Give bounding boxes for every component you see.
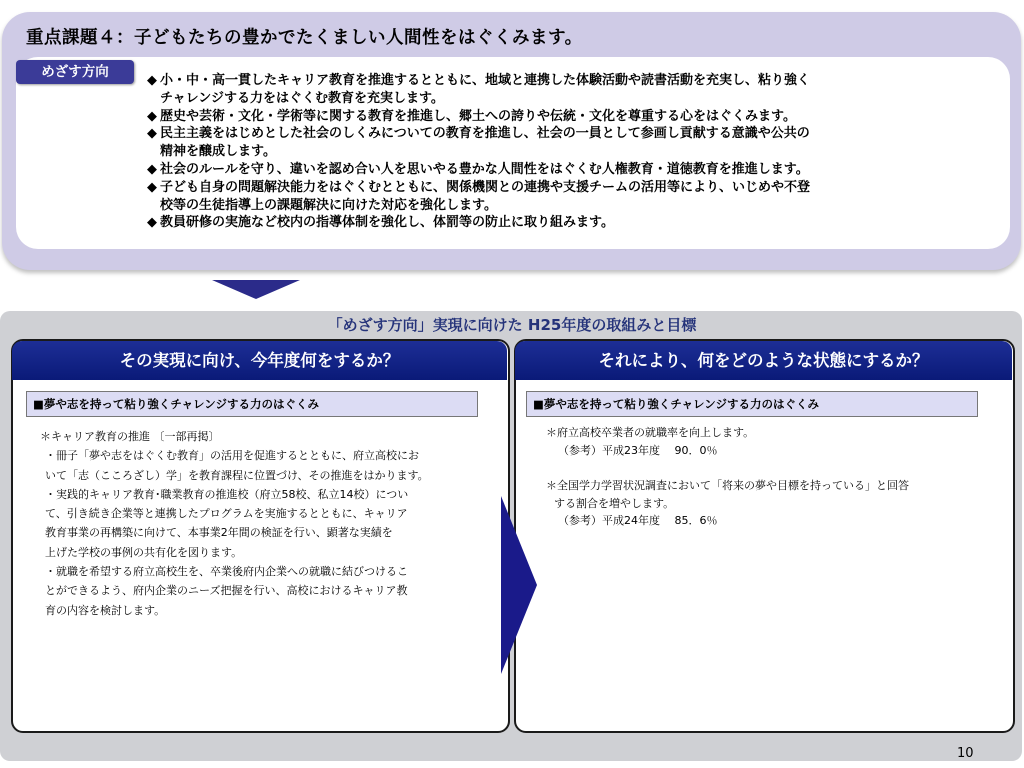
action-line: ・実践的キャリア教育･職業教育の推進校（府立58校、私立14校）につい [45,487,409,501]
action-line: ・冊子「夢や志をはぐくむ教育」の活用を促進するとともに、府立高校にお [45,449,419,463]
action-line: いて「志（こころざし）学」を教育課程に位置づけ、その推進をはかります。 [45,468,429,482]
outcomes-body [546,424,990,530]
goal-item: ◆ 小・中・高一貫したキャリア教育を推進するとともに、地域と連携した体験活動や読書活動を充実し、粘り強く [147,73,811,88]
diamond-bullet-icon: ◆ [147,126,157,142]
goal-item: ◆ 民主主義をはじめとした社会のしくみについての教育を推進し、社会の一員として参画し貢献する意識や公共の [147,126,810,142]
action-heading: ＊キャリア教育の推進 〔一部再掲〕 [40,430,220,443]
outcome-line: ＊府立高校卒業者の就職率を向上します。 [546,426,755,439]
down-arrow-icon [212,280,300,299]
page-number: 10 [957,746,974,761]
diamond-bullet-icon: ◆ [147,108,157,124]
goals-list [147,72,967,232]
page-title: 重点課題４：子どもたちの豊かでたくましい人間性をはぐくみます。 [26,28,583,48]
right-arrow-icon [501,496,537,674]
actions-body [38,427,493,620]
diamond-bullet-icon: ◆ [147,215,157,231]
outcome-line: する割合を増やします。 [554,496,675,510]
outcomes-sub-label: ■夢や志を持って粘り強くチャレンジする力のはぐくみ [526,391,978,417]
action-line: て、引き続き企業等と連携したプログラムを実施するとともに、キャリア [45,507,408,521]
goal-item: ◆ 子ども自身の問題解決能力をはぐくむとともに、関係機関との連携や支援チームの活用等により、いじめや不登 [147,179,811,195]
action-line: とができるよう、府内企業のニーズ把握を行い、高校におけるキャリア教 [45,584,408,598]
plan-title: 「めざす方向」実現に向けた H25年度の取組みと目標 [327,316,697,334]
outcome-reference: （参考）平成24年度 85．6％ [558,514,718,527]
actions-header: その実現に向け、今年度何をするか？ [12,341,507,380]
goal-item: ◆ 教員研修の実施など校内の指導体制を強化し、体罰等の防止に取り組みます。 [147,215,614,231]
outcome-reference: （参考）平成23年度 90．0％ [558,443,718,457]
diamond-bullet-icon: ◆ [147,161,157,177]
action-line: 教育事業の再構築に向けて、本事業2年間の検証を行い、顕著な実績を [45,526,393,540]
outcomes-header: それにより、何をどのような状態にするか？ [515,341,1012,380]
goal-item: ◆ 社会のルールを守り、違いを認め合い人を思いやる豊かな人間性をはぐくむ人権教育・道徳教育を推進します。 [147,161,809,177]
goal-item-cont: チャレンジする力をはぐくむ教育を充実します。 [160,90,444,106]
diamond-bullet-icon: ◆ [147,179,157,195]
action-line: 育の内容を検討します。 [45,603,166,617]
diamond-bullet-icon: ◆ [147,73,157,88]
direction-badge: めざす方向 [16,60,134,84]
goal-item: ◆ 歴史や芸術・文化・学術等に関する教育を推進し、郷土への誇りや伝統・文化を尊重する心をはぐくみます。 [147,108,796,124]
actions-sub-label: ■夢や志を持って粘り強くチャレンジする力のはぐくみ [26,391,478,417]
outcome-line: ＊全国学力学習状況調査において「将来の夢や目標を持っている」と回答 [546,479,909,492]
goal-item-cont: 精神を醸成します。 [160,144,276,160]
action-line: ・就職を希望する府立高校生を、卒業後府内企業への就職に結びつけるこ [45,565,408,579]
goal-item-cont: 校等の生徒指導上の課題解決に向けた対応を強化します。 [160,197,497,213]
action-line: 上げた学校の事例の共有化を図ります。 [45,545,243,559]
